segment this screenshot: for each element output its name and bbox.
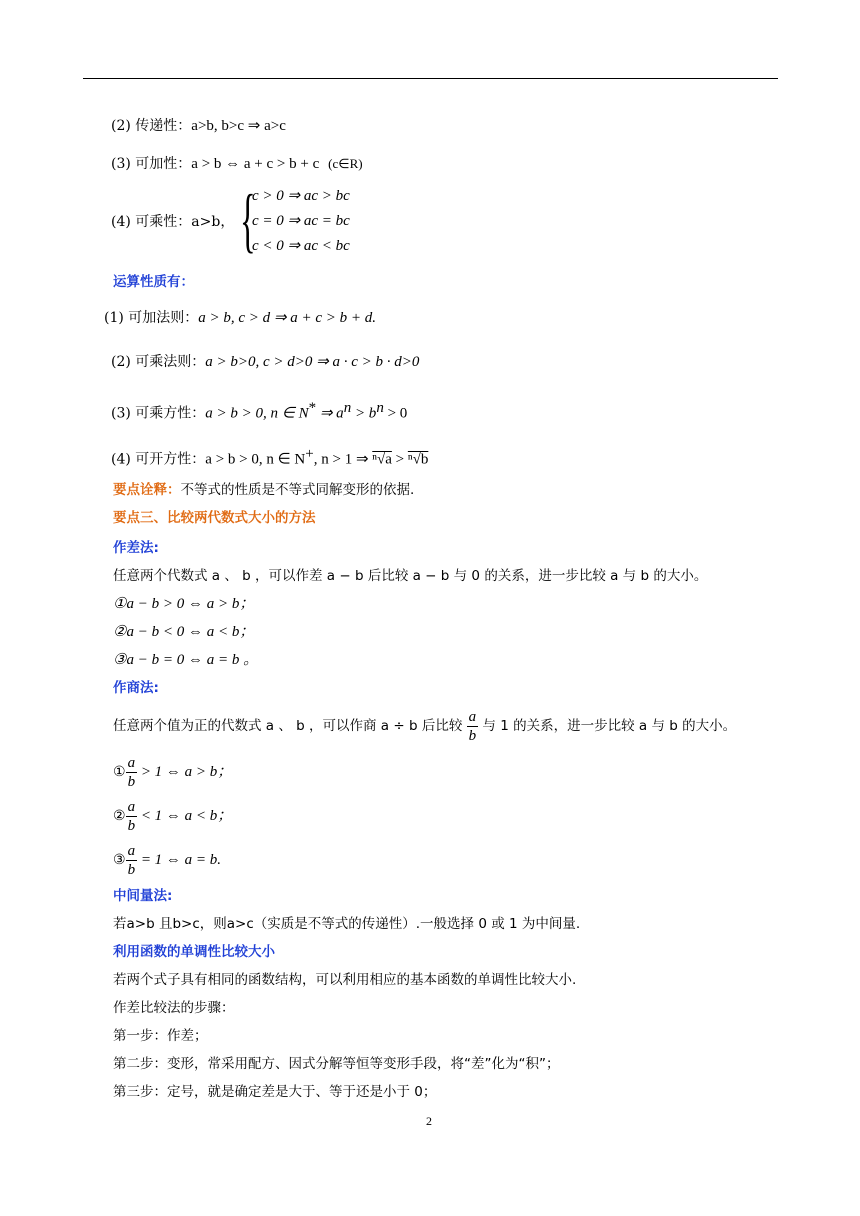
op-multiplication xyxy=(111,352,419,372)
case-positive: c > 0 ⇒ ac > bc xyxy=(252,188,350,204)
op-math: a > b>0, c > d>0 ⇒ a · c > b · d>0 xyxy=(205,354,420,370)
frac-den: b xyxy=(127,773,136,790)
header-rule xyxy=(83,78,778,79)
op-power xyxy=(111,398,407,424)
fraction-a-over-b xyxy=(126,842,138,879)
op-math: > xyxy=(391,451,408,468)
prop-condition: (c∈R) xyxy=(328,156,363,171)
note-label: 要点诠释： xyxy=(113,482,181,498)
ops-heading: 运算性质有： xyxy=(113,274,194,290)
item-mark: ③ xyxy=(113,852,126,868)
middle-text: 若a>b 且b>c，则a>c（实质是不等式的传递性）.一般选择 0 或 1 为中间量. xyxy=(113,916,581,932)
left-brace: { xyxy=(240,180,256,260)
prop-math: a>b, b>c ⇒ a>c xyxy=(191,118,286,134)
diff-item-1: ①a − b > 0 ⇔ a > b； xyxy=(113,596,255,612)
item-math: < 1 ⇔ a < b； xyxy=(137,808,233,824)
fraction-a-over-b xyxy=(467,708,479,745)
op-sup: * xyxy=(308,400,317,416)
op-label: (3) 可乘方性： xyxy=(111,405,206,422)
frac-den: b xyxy=(127,817,136,834)
case-zero: c = 0 ⇒ ac = bc xyxy=(252,213,350,229)
fraction-a-over-b xyxy=(126,798,138,835)
prop-math: a > b ⇔ a + c > b + c xyxy=(191,156,320,172)
op-label: (4) 可开方性： xyxy=(111,451,206,468)
prop-label: (3) 可加性： xyxy=(111,156,192,172)
frac-den: b xyxy=(127,861,136,878)
step-2: 第二步：变形，常采用配方、因式分解等恒等变形手段，将“差”化为“积”； xyxy=(113,1056,560,1072)
steps-intro: 作差比较法的步骤： xyxy=(113,1000,235,1016)
op-math: a > b > 0, n ∈ N xyxy=(205,405,309,422)
frac-num: a xyxy=(468,708,477,725)
diff-item-2: ②a − b < 0 ⇔ a < b； xyxy=(113,624,255,640)
op-math: ⇒ a xyxy=(316,405,344,422)
radical-b: ⁿ√b xyxy=(407,451,429,468)
prop-multiplicativity-label xyxy=(111,212,234,232)
quot-intro-b: 与 1 的关系，进一步比较 a 与 b 的大小。 xyxy=(482,718,737,734)
item-math: > 1 ⇔ a > b； xyxy=(137,764,233,780)
item-mark: ① xyxy=(113,764,126,780)
key-note xyxy=(113,480,414,500)
cases-block xyxy=(240,180,370,260)
op-sup: n xyxy=(343,400,352,416)
diff-intro: 任意两个代数式 a 、 b ，可以作差 a − b 后比较 a − b 与 0 的关系，进一步比较 a 与 b 的大小。 xyxy=(113,568,708,584)
frac-num: a xyxy=(127,842,136,859)
op-sup: n xyxy=(376,400,384,416)
prop-additivity xyxy=(111,154,363,174)
frac-num: a xyxy=(127,798,136,815)
note-text: 不等式的性质是不等式同解变形的依据. xyxy=(180,482,415,498)
quot-item-2 xyxy=(113,796,232,836)
mono-heading: 利用函数的单调性比较大小 xyxy=(113,944,275,960)
middle-heading: 中间量法: xyxy=(113,888,173,904)
op-math: a > b > 0, n ∈ N xyxy=(205,451,306,468)
diff-heading: 作差法: xyxy=(113,540,159,556)
fraction-a-over-b xyxy=(126,754,138,791)
page-number: 2 xyxy=(426,1114,432,1128)
op-addition xyxy=(104,308,376,328)
op-math: > 0 xyxy=(383,405,408,422)
step-1: 第一步：作差； xyxy=(113,1028,208,1044)
op-root xyxy=(111,444,428,470)
op-label: (1) 可加法则： xyxy=(104,310,199,326)
step-3: 第三步：定号，就是确定差是大于、等于还是小于 0； xyxy=(113,1084,437,1100)
frac-den: b xyxy=(468,727,477,744)
op-math: a > b, c > d ⇒ a + c > b + d. xyxy=(198,310,377,326)
prop-label: (4) 可乘性：a>b， xyxy=(111,214,235,230)
prop-transitivity xyxy=(111,116,286,136)
prop-label: (2) 传递性： xyxy=(111,118,192,134)
mono-text: 若两个式子具有相同的函数结构，可以利用相应的基本函数的单调性比较大小. xyxy=(113,972,577,988)
item-math: = 1 ⇔ a = b. xyxy=(137,852,222,868)
section-heading: 要点三、比较两代数式大小的方法 xyxy=(113,510,316,526)
op-math: > b xyxy=(351,405,377,422)
op-math: , n > 1 ⇒ xyxy=(313,451,373,468)
frac-num: a xyxy=(127,754,136,771)
quot-heading: 作商法: xyxy=(113,680,159,696)
op-sup: + xyxy=(305,446,314,462)
diff-item-3: ③a − b = 0 ⇔ a = b 。 xyxy=(113,652,259,668)
item-mark: ② xyxy=(113,808,126,824)
quot-item-3 xyxy=(113,840,221,880)
case-negative: c < 0 ⇒ ac < bc xyxy=(252,238,350,254)
quot-item-1 xyxy=(113,752,232,792)
op-label: (2) 可乘法则： xyxy=(111,354,206,370)
quot-intro xyxy=(113,706,736,746)
radical-a: ⁿ√a xyxy=(372,451,392,468)
quot-intro-a: 任意两个值为正的代数式 a 、 b ，可以作商 a ÷ b 后比较 xyxy=(113,718,463,734)
